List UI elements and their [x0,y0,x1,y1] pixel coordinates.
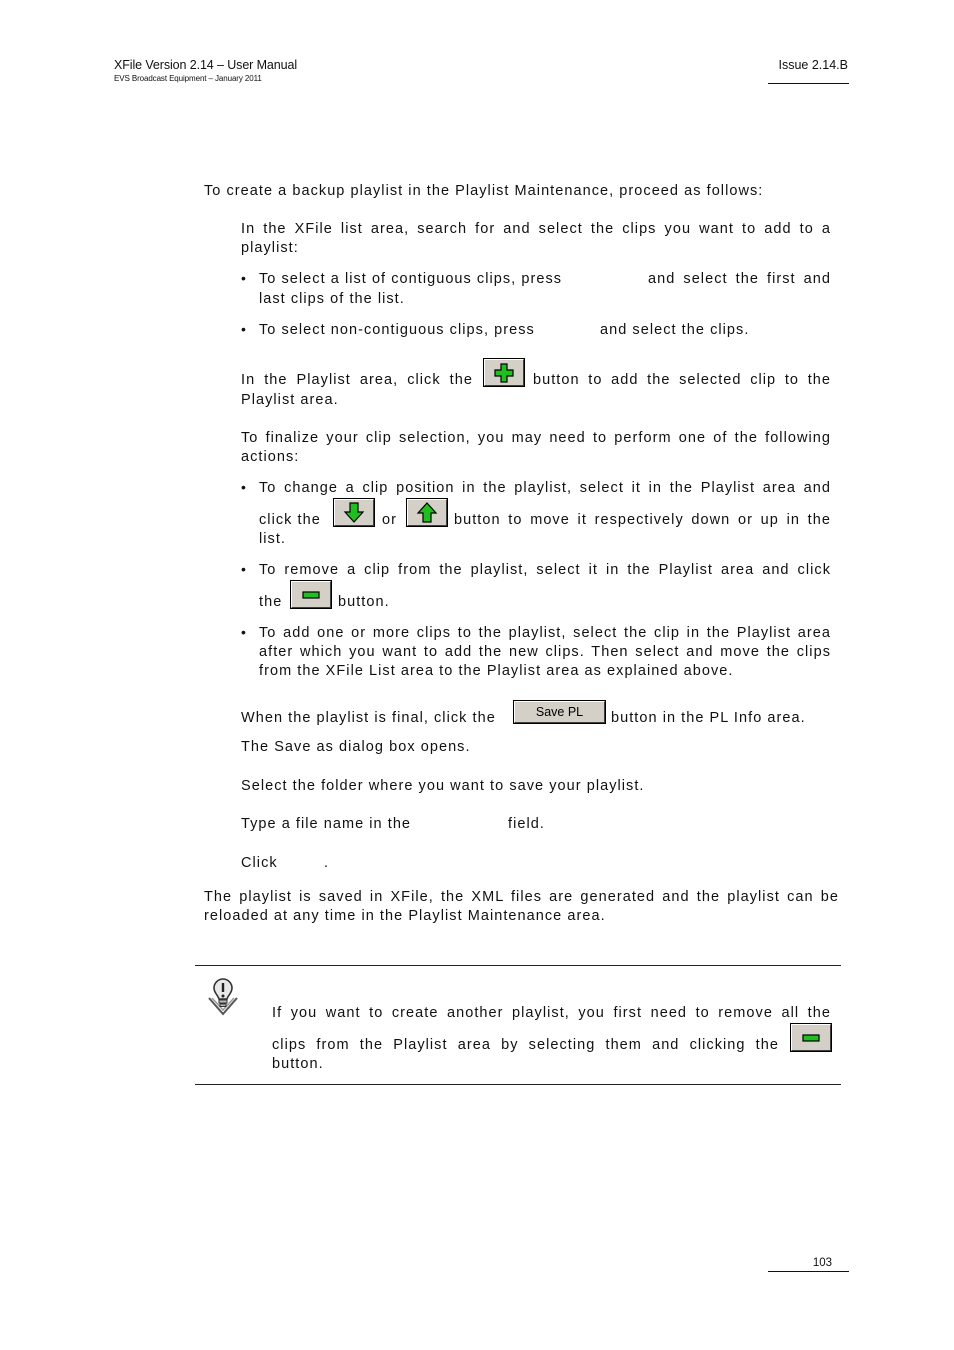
arrow-down-icon [335,500,373,525]
step1-bullet1-b: and select the first and [648,271,831,287]
bullet-dot: • [241,321,246,337]
header-subtitle: EVS Broadcast Equipment – January 2011 [114,74,262,83]
move-up-button[interactable] [407,499,447,526]
move-down-button[interactable] [334,499,374,526]
step2-line1-b: button to add the selected clip to the [533,372,831,388]
bullet-dot: • [241,270,246,286]
header-issue: Issue 2.14.B [778,58,848,72]
step4-line1-b: button in the PL Info area. [611,710,806,726]
step2-line1-a: In the Playlist area, click the [241,372,473,388]
step3-bullet1-click: click the [259,512,321,528]
bullet-dot: • [241,624,246,640]
step7-b: . [324,855,330,871]
step4-line2: The Save as dialog box opens. [241,739,471,755]
note-line2: clips from the Playlist area by selecting them and clicking the [272,1037,779,1053]
step2-line2: Playlist area. [241,392,339,408]
arrow-up-icon [408,500,446,525]
step1-bullet2-a: To select non-contiguous clips, press [259,322,535,338]
bullet-dot: • [241,479,246,495]
note-bottom-rule [195,1084,841,1085]
header-title: XFile Version 2.14 – User Manual [114,58,298,72]
step7-a: Click [241,855,278,871]
page-number: 103 [812,1257,832,1269]
step6-b: field. [508,816,545,832]
note-line3: button. [272,1056,324,1072]
step3-bullet2-the: the [259,594,283,610]
bullet-dot: • [241,561,246,577]
note-line1: If you want to create another playlist, you first need to remove all the [272,1005,831,1021]
step3-line1: To finalize your clip selection, you may need to perform one of the following [241,430,831,446]
step3-bullet2-line1: To remove a clip from the playlist, select it in the Playlist area and click [259,562,831,578]
step3-bullet1-line1: To change a clip position in the playlist, select it in the Playlist area and [259,480,831,496]
step3-bullet3-line1: To add one or more clips to the playlist, select the clip in the Playlist area [259,625,831,641]
step5-text: Select the folder where you want to save your playlist. [241,778,645,794]
note-top-rule [195,965,841,966]
note-icon [205,976,241,1020]
step1-line2: playlist: [241,240,299,256]
minus-icon [292,582,330,607]
step1-line1: In the XFile list area, search for and select the clips you want to add to a [241,221,831,237]
step4-line1-a: When the playlist is final, click the [241,710,496,726]
save-pl-button[interactable]: Save PL [514,701,605,723]
add-clip-button[interactable] [484,359,524,386]
step1-bullet1-line2: last clips of the list. [259,291,405,307]
step6-a: Type a file name in the [241,816,412,832]
conclusion-line1: The playlist is saved in XFile, the XML files are generated and the playlist can be [204,889,839,905]
step3-bullet3-line3: from the XFile List area to the Playlist area as explained above. [259,663,734,679]
step3-bullet1-or: or [382,512,397,528]
conclusion-line2: reloaded at any time in the Playlist Maintenance area. [204,908,606,924]
step3-bullet3-line2: after which you want to add the new clips. Then select and move the clips [259,644,831,660]
header-rule [768,83,849,84]
step3-line2: actions: [241,449,300,465]
step3-bullet1-rest: button to move it respectively down or up in the [454,512,831,528]
step3-bullet1-line3: list. [259,531,286,547]
minus-icon [792,1025,830,1050]
intro-text: To create a backup playlist in the Playlist Maintenance, proceed as follows: [204,183,764,199]
plus-icon [485,360,523,385]
step1-bullet2-b: and select the clips. [600,322,750,338]
footer-rule [768,1271,849,1272]
step3-bullet2-button: button. [338,594,390,610]
step1-bullet1-a: To select a list of contiguous clips, press [259,271,563,287]
note-remove-button[interactable] [791,1024,831,1051]
remove-clip-button[interactable] [291,581,331,608]
